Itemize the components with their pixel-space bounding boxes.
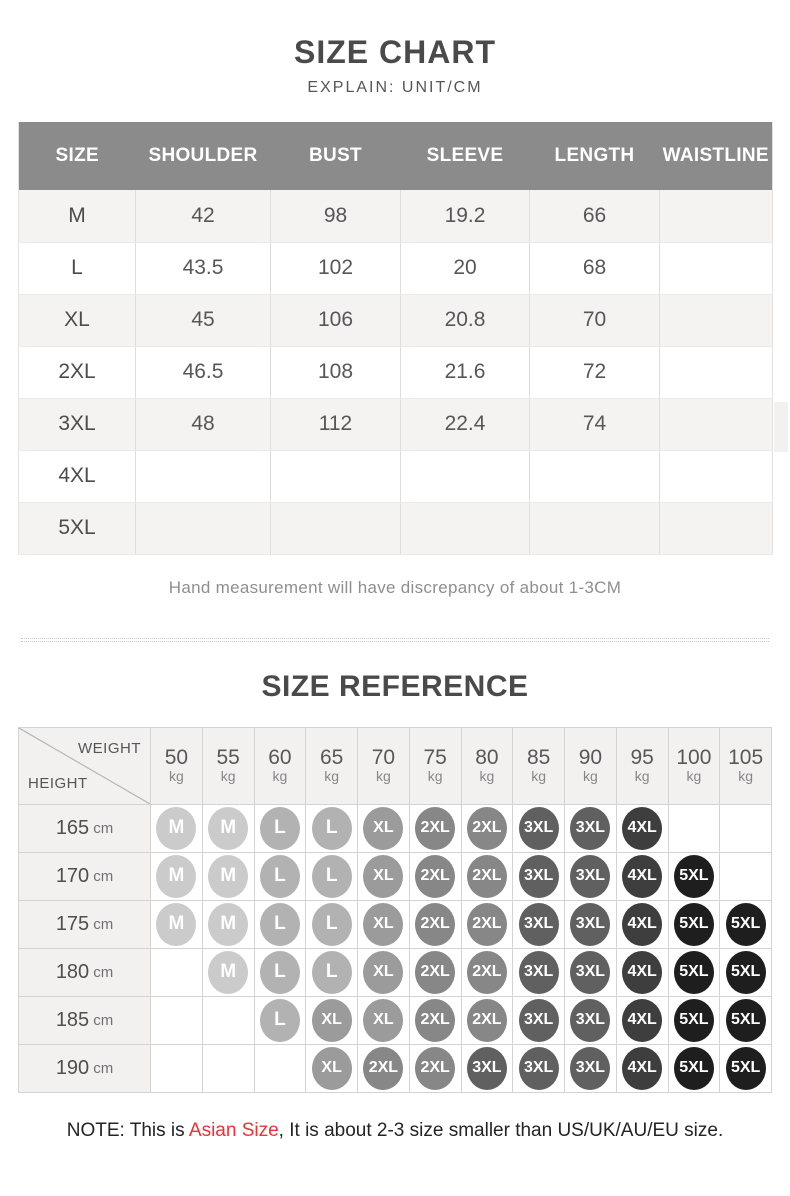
size-circle: L (260, 999, 300, 1042)
size-circle: 3XL (519, 807, 559, 850)
measurement-cell: 48 (136, 398, 271, 450)
size-reference-cell (617, 901, 669, 949)
weight-unit: kg (220, 768, 236, 785)
measurement-cell: 106 (271, 294, 401, 346)
measurement-cell (660, 242, 773, 294)
size-reference-cell (306, 853, 358, 901)
size-reference-cell (203, 853, 255, 901)
size-reference-title: SIZE REFERENCE (261, 669, 529, 703)
height-value: 170 (55, 864, 90, 887)
size-reference-cell (513, 853, 565, 901)
weight-header-cell (513, 728, 565, 805)
measurement-cell (660, 398, 773, 450)
size-circle: 2XL (415, 903, 455, 946)
size-reference-cell (151, 901, 203, 949)
size-chart-header-cell: BUST (271, 122, 401, 190)
measurement-cell: 112 (271, 398, 401, 450)
size-reference-cell (462, 853, 514, 901)
size-chart-header-cell: SIZE (19, 122, 136, 190)
weight-header-cell (669, 728, 721, 805)
size-reference-cell (306, 997, 358, 1045)
size-reference-cell (151, 853, 203, 901)
height-unit: cm (93, 1011, 114, 1029)
size-circle: 5XL (674, 855, 714, 898)
size-reference-cell (720, 853, 772, 901)
size-chart-row (19, 398, 773, 450)
size-circle: 5XL (674, 1047, 714, 1090)
size-circle: L (312, 807, 352, 850)
weight-header-cell (617, 728, 669, 805)
measurement-cell (401, 502, 530, 554)
size-reference-cell (720, 805, 772, 853)
size-reference-cell (513, 949, 565, 997)
size-circle: 4XL (622, 999, 662, 1042)
measurement-cell (271, 502, 401, 554)
size-reference-cell (513, 997, 565, 1045)
size-circle: L (260, 903, 300, 946)
size-reference-cell (255, 805, 307, 853)
weight-unit: kg (738, 768, 754, 785)
size-circle: XL (363, 855, 403, 898)
size-reference-cell (669, 1045, 721, 1093)
size-reference-cell (306, 901, 358, 949)
size-circle: 3XL (570, 1047, 610, 1090)
size-reference-cell (720, 1045, 772, 1093)
size-reference-cell (410, 1045, 462, 1093)
weight-header-cell (565, 728, 617, 805)
page-edge-artifact (774, 402, 788, 452)
size-circle: XL (363, 807, 403, 850)
measurement-cell: 19.2 (401, 190, 530, 242)
height-row-label (19, 949, 151, 997)
size-chart-section (18, 122, 772, 555)
size-circle: M (156, 855, 196, 898)
measurement-cell (136, 502, 271, 554)
measurement-cell (136, 450, 271, 502)
weight-unit: kg (272, 768, 288, 785)
size-circle: 3XL (519, 1047, 559, 1090)
size-reference-cell (306, 1045, 358, 1093)
size-circle: M (156, 903, 196, 946)
measurement-cell: 20 (401, 242, 530, 294)
measurement-cell: 46.5 (136, 346, 271, 398)
size-circle: M (208, 807, 248, 850)
measurement-cell: 108 (271, 346, 401, 398)
size-circle: 2XL (467, 951, 507, 994)
size-reference-cell (151, 997, 203, 1045)
size-reference-cell (462, 1045, 514, 1093)
size-chart-row (19, 294, 773, 346)
size-reference-cell (720, 949, 772, 997)
size-chart-row (19, 502, 773, 554)
size-circle: 5XL (726, 903, 766, 946)
size-label-cell: L (19, 242, 136, 294)
size-reference-cell (151, 805, 203, 853)
size-circle: 2XL (415, 951, 455, 994)
size-chart-header-cell: LENGTH (530, 122, 660, 190)
size-circle: M (208, 951, 248, 994)
size-reference-cell (617, 949, 669, 997)
size-chart-header-cell: SLEEVE (401, 122, 530, 190)
height-unit: cm (93, 915, 114, 933)
measurement-cell: 98 (271, 190, 401, 242)
weight-unit: kg (479, 768, 495, 785)
measurement-cell: 21.6 (401, 346, 530, 398)
weight-unit: kg (531, 768, 547, 785)
height-value: 180 (55, 960, 90, 983)
size-circle: 2XL (415, 999, 455, 1042)
size-reference-cell (669, 853, 721, 901)
size-circle: 5XL (674, 951, 714, 994)
height-value: 185 (55, 1008, 90, 1031)
height-value: 165 (55, 816, 90, 839)
size-reference-cell (462, 901, 514, 949)
page-title: SIZE CHART (294, 34, 496, 70)
weight-header-cell (151, 728, 203, 805)
size-circle: 2XL (415, 807, 455, 850)
size-circle: 3XL (519, 903, 559, 946)
size-circle: L (312, 903, 352, 946)
height-value: 175 (55, 912, 90, 935)
size-circle: XL (363, 999, 403, 1042)
size-reference-cell (306, 805, 358, 853)
size-circle: 5XL (674, 903, 714, 946)
weight-value: 55 (216, 746, 240, 770)
weight-unit: kg (168, 768, 184, 785)
size-circle: 2XL (467, 903, 507, 946)
footer-note (0, 1120, 790, 1142)
weight-header-cell (306, 728, 358, 805)
size-circle: 4XL (622, 903, 662, 946)
weight-header-cell (462, 728, 514, 805)
weight-value: 90 (578, 746, 603, 770)
size-reference-cell (669, 949, 721, 997)
dotted-divider (21, 638, 769, 642)
size-chart-header-cell: SHOULDER (136, 122, 271, 190)
height-unit: cm (93, 963, 114, 981)
size-circle: L (312, 951, 352, 994)
measurement-cell (271, 450, 401, 502)
measurement-cell: 45 (136, 294, 271, 346)
size-chart-header-cell: WAISTLINE (660, 122, 773, 190)
size-circle: M (208, 855, 248, 898)
size-circle: 3XL (570, 999, 610, 1042)
size-reference-cell (565, 949, 617, 997)
size-circle: 3XL (519, 855, 559, 898)
size-reference-table (18, 727, 772, 1093)
measurement-cell (530, 502, 660, 554)
size-circle: 5XL (726, 951, 766, 994)
size-circle: 3XL (570, 807, 610, 850)
weight-value: 85 (526, 746, 551, 770)
size-reference-cell (255, 901, 307, 949)
size-reference-cell (513, 901, 565, 949)
weight-value: 65 (319, 746, 344, 770)
measurement-cell (660, 502, 773, 554)
measurement-cell (660, 450, 773, 502)
size-circle: L (312, 855, 352, 898)
measurement-cell: 42 (136, 190, 271, 242)
weight-value: 105 (728, 746, 764, 770)
size-reference-cell (410, 901, 462, 949)
weight-value: 100 (676, 746, 712, 770)
size-circle: 2XL (363, 1047, 403, 1090)
size-circle: 5XL (726, 999, 766, 1042)
weight-unit: kg (582, 768, 598, 785)
size-reference-cell (462, 949, 514, 997)
size-reference-cell (358, 949, 410, 997)
size-circle: 5XL (726, 1047, 766, 1090)
height-row-label (19, 853, 151, 901)
size-chart-row (19, 242, 773, 294)
size-circle: M (208, 903, 248, 946)
weight-header-cell (358, 728, 410, 805)
height-value: 190 (55, 1056, 90, 1079)
size-reference-cell (358, 901, 410, 949)
measurement-note: Hand measurement will have discrepancy of about 1-3CM (168, 577, 622, 597)
size-reference-cell (255, 1045, 307, 1093)
size-circle: 4XL (622, 855, 662, 898)
weight-unit: kg (324, 768, 340, 785)
weight-value: 75 (423, 746, 447, 770)
size-reference-cell (151, 949, 203, 997)
footer-note-suffix: , It is about 2-3 size smaller than US/UK/AU/EU size. (278, 1119, 724, 1141)
size-reference-cell (720, 901, 772, 949)
height-unit: cm (93, 819, 114, 837)
size-reference-cell (565, 805, 617, 853)
measurement-cell: 68 (530, 242, 660, 294)
size-reference-cell (203, 949, 255, 997)
size-reference-cell (410, 949, 462, 997)
size-reference-cell (720, 997, 772, 1045)
size-chart-header-row (19, 122, 773, 190)
size-chart-row (19, 450, 773, 502)
weight-header-cell (255, 728, 307, 805)
size-reference-cell (203, 805, 255, 853)
size-circle: 3XL (570, 951, 610, 994)
size-label-cell: XL (19, 294, 136, 346)
size-chart-row (19, 346, 773, 398)
measurement-cell (401, 450, 530, 502)
corner-cell (19, 728, 151, 805)
size-reference-cell (203, 901, 255, 949)
size-reference-cell (565, 1045, 617, 1093)
measurement-cell (660, 346, 773, 398)
footer-note-prefix: NOTE: This is (66, 1119, 189, 1141)
size-reference-cell (410, 853, 462, 901)
size-label-cell: 5XL (19, 502, 136, 554)
size-reference-cell (306, 949, 358, 997)
measurement-cell: 72 (530, 346, 660, 398)
size-circle: 2XL (415, 855, 455, 898)
size-reference-cell (203, 997, 255, 1045)
size-reference-cell (255, 997, 307, 1045)
weight-value: 80 (475, 746, 499, 770)
weight-axis-label: WEIGHT (78, 739, 141, 757)
size-reference-cell (669, 805, 721, 853)
size-reference-cell (669, 901, 721, 949)
size-reference-cell (203, 1045, 255, 1093)
size-circle: L (260, 951, 300, 994)
weight-unit: kg (427, 768, 443, 785)
size-label-cell: 4XL (19, 450, 136, 502)
measurement-cell (660, 190, 773, 242)
weight-header-cell (720, 728, 772, 805)
size-reference-cell (513, 805, 565, 853)
size-circle: 3XL (570, 903, 610, 946)
size-reference-cell (617, 1045, 669, 1093)
size-circle: L (260, 855, 300, 898)
asian-size-highlight: Asian Size (188, 1119, 279, 1141)
size-chart-row (19, 190, 773, 242)
size-reference-cell (358, 853, 410, 901)
size-label-cell: 3XL (19, 398, 136, 450)
size-reference-cell (669, 997, 721, 1045)
height-axis-label: HEIGHT (28, 774, 88, 792)
size-reference-cell (462, 805, 514, 853)
measurement-cell: 70 (530, 294, 660, 346)
height-row-label (19, 805, 151, 853)
measurement-cell: 102 (271, 242, 401, 294)
size-reference-cell (151, 1045, 203, 1093)
size-reference-cell (410, 997, 462, 1045)
measurement-cell (660, 294, 773, 346)
size-circle: M (156, 807, 196, 850)
measurement-cell: 20.8 (401, 294, 530, 346)
height-unit: cm (93, 1059, 114, 1077)
size-reference-cell (255, 949, 307, 997)
measurement-cell: 43.5 (136, 242, 271, 294)
weight-value: 50 (164, 746, 189, 770)
size-reference-cell (358, 805, 410, 853)
size-reference-cell (513, 1045, 565, 1093)
size-circle: 2XL (467, 807, 507, 850)
size-reference-cell (255, 853, 307, 901)
measurement-cell: 66 (530, 190, 660, 242)
size-circle: 5XL (674, 999, 714, 1042)
size-circle: XL (363, 903, 403, 946)
size-circle: 2XL (467, 999, 507, 1042)
size-circle: 4XL (622, 807, 662, 850)
height-unit: cm (93, 867, 114, 885)
size-label-cell: M (19, 190, 136, 242)
unit-subtitle: EXPLAIN: UNIT/CM (307, 79, 483, 96)
size-circle: 2XL (415, 1047, 455, 1090)
size-reference-cell (410, 805, 462, 853)
size-chart-table (18, 122, 773, 555)
size-circle: 3XL (519, 999, 559, 1042)
weight-header-cell (410, 728, 462, 805)
height-row-label (19, 1045, 151, 1093)
size-reference-cell (617, 997, 669, 1045)
size-circle: 2XL (467, 855, 507, 898)
weight-header-cell (203, 728, 255, 805)
weight-value: 95 (630, 746, 654, 770)
height-row-label (19, 997, 151, 1045)
height-row-label (19, 901, 151, 949)
size-reference-cell (617, 805, 669, 853)
size-reference-cell (617, 853, 669, 901)
size-reference-cell (462, 997, 514, 1045)
size-circle: 3XL (519, 951, 559, 994)
size-reference-cell (565, 901, 617, 949)
size-reference-cell (565, 997, 617, 1045)
weight-unit: kg (375, 768, 391, 785)
size-circle: XL (312, 999, 352, 1042)
size-circle: 3XL (570, 855, 610, 898)
size-reference-cell (358, 997, 410, 1045)
size-circle: XL (312, 1047, 352, 1090)
weight-value: 70 (371, 746, 396, 770)
size-circle: 4XL (622, 951, 662, 994)
size-reference-cell (565, 853, 617, 901)
size-reference-cell (358, 1045, 410, 1093)
size-circle: 4XL (622, 1047, 662, 1090)
size-label-cell: 2XL (19, 346, 136, 398)
weight-unit: kg (686, 768, 702, 785)
measurement-cell: 74 (530, 398, 660, 450)
measurement-cell (530, 450, 660, 502)
measurement-cell: 22.4 (401, 398, 530, 450)
size-circle: L (260, 807, 300, 850)
weight-unit: kg (634, 768, 650, 785)
size-circle: XL (363, 951, 403, 994)
weight-value: 60 (268, 746, 292, 770)
size-circle: 3XL (467, 1047, 507, 1090)
